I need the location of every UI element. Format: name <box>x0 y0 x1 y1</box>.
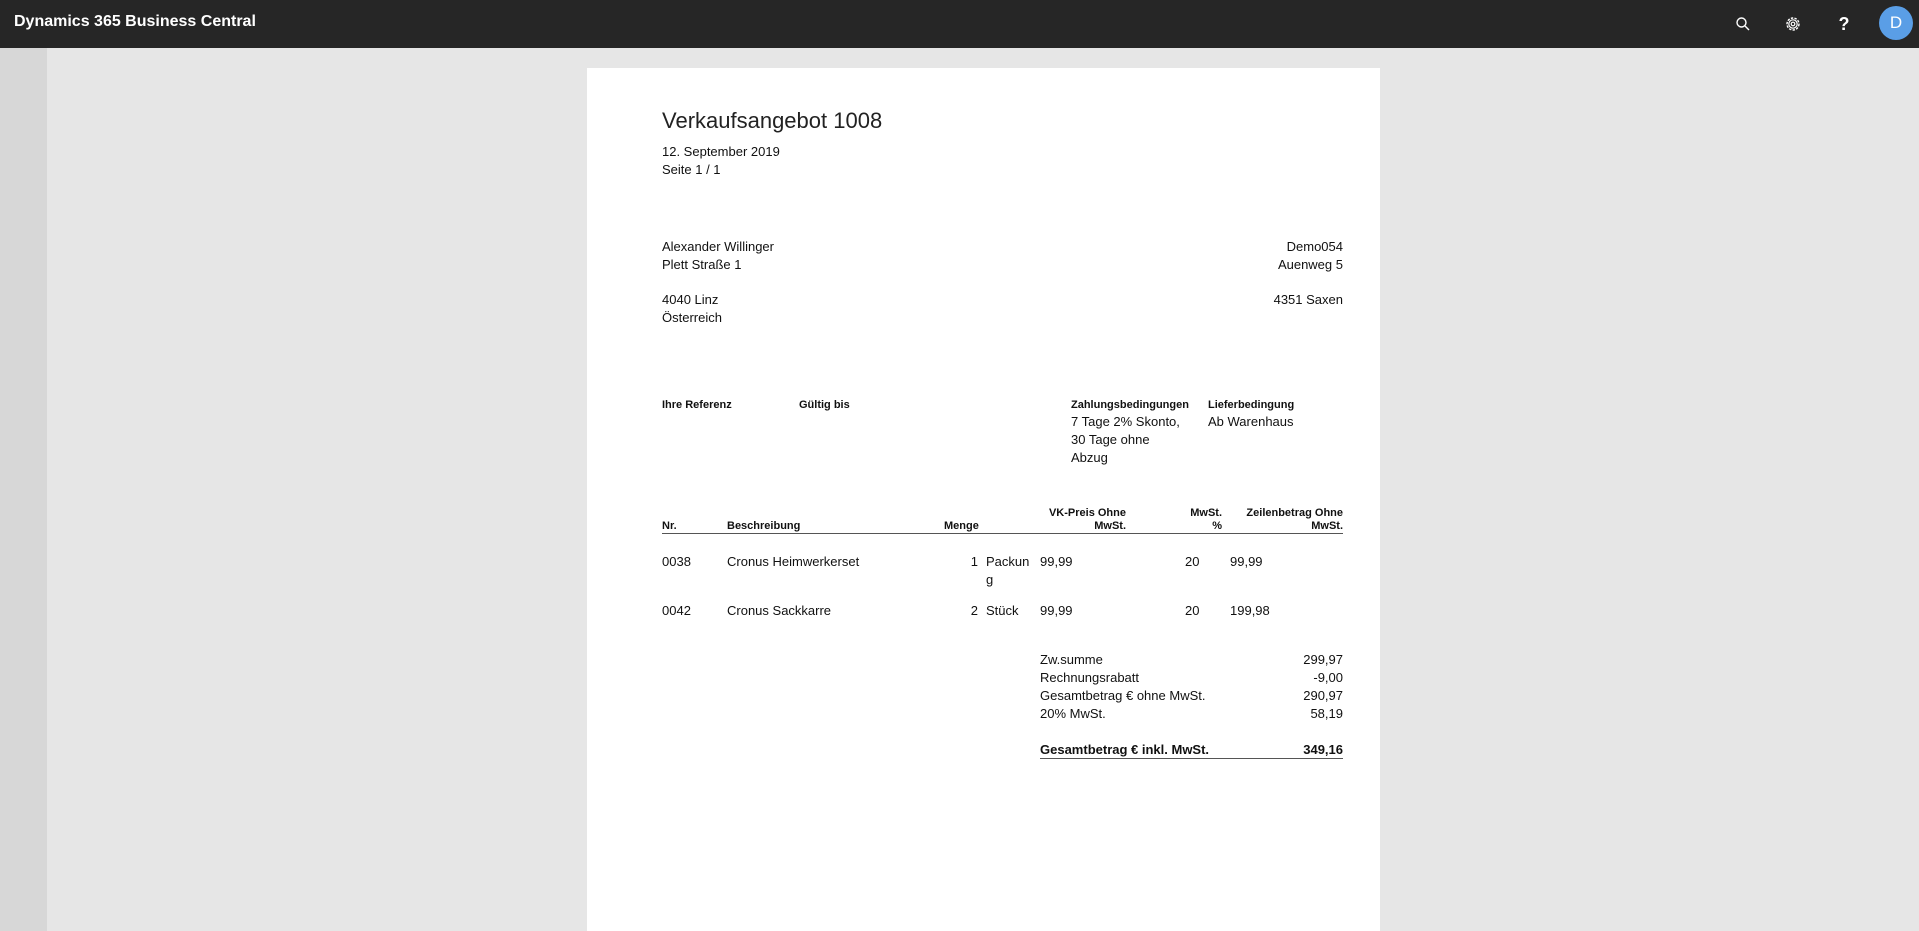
grand-total-label: Gesamtbetrag € inkl. MwSt. <box>1040 742 1210 757</box>
settings-gear-icon[interactable] <box>1777 8 1809 40</box>
col-header-line-amount: MwSt. <box>1311 520 1343 532</box>
top-bar <box>0 0 1919 48</box>
col-header-no: Nr. <box>662 520 677 532</box>
subtotal-value: 299,97 <box>1303 652 1343 667</box>
company-name: Demo054 <box>1286 239 1343 254</box>
line-item-vat: 20 <box>1185 554 1200 569</box>
line-item-vat: 20 <box>1185 603 1200 618</box>
col-header-vat: MwSt. <box>1190 507 1222 519</box>
customer-city: 4040 Linz <box>662 292 719 307</box>
line-item-quantity: 1 <box>970 554 978 569</box>
left-panel-strip <box>0 48 47 931</box>
user-avatar[interactable]: D <box>1879 6 1913 40</box>
reference-label: Ihre Referenz <box>662 399 732 411</box>
shipment-label: Lieferbedingung <box>1208 399 1295 411</box>
line-item-price: 99,99 <box>1040 554 1073 569</box>
app-title[interactable]: Dynamics 365 Business Central <box>14 13 256 30</box>
payment-terms-line: 30 Tage ohne <box>1071 432 1150 447</box>
line-item-no: 0042 <box>662 603 691 618</box>
company-city: 4351 Saxen <box>1273 292 1343 307</box>
grand-total-rule <box>1040 758 1343 759</box>
report-page <box>587 68 1380 931</box>
line-item-no: 0038 <box>662 554 691 569</box>
vat-amount-value: 58,19 <box>1310 706 1343 721</box>
document-title: Verkaufsangebot 1008 <box>662 108 883 133</box>
payment-terms-label: Zahlungsbedingungen <box>1071 399 1189 411</box>
invoice-discount-value: -9,00 <box>1313 670 1343 685</box>
col-header-unit-price: VK-Preis Ohne <box>1048 507 1126 519</box>
table-header-rule <box>662 533 1343 534</box>
line-item-unit: Stück <box>986 603 1019 618</box>
valid-until-label: Gültig bis <box>799 399 850 411</box>
col-header-vat: % <box>1212 520 1222 532</box>
line-item-quantity: 2 <box>970 603 978 618</box>
company-street: Auenweg 5 <box>1277 257 1343 272</box>
payment-terms-line: Abzug <box>1071 450 1108 465</box>
search-icon[interactable] <box>1727 8 1759 40</box>
help-icon[interactable]: ? <box>1838 13 1850 34</box>
grand-total-value: 349,16 <box>1303 742 1343 757</box>
col-header-unit-price: MwSt. <box>1094 520 1126 532</box>
line-item-unit: Packun <box>986 554 1030 569</box>
document-date: 12. September 2019 <box>662 144 780 159</box>
total-excl-vat-label: Gesamtbetrag € ohne MwSt. <box>1040 688 1206 703</box>
col-header-quantity: Menge <box>944 520 979 532</box>
col-header-line-amount: Zeilenbetrag Ohne <box>1246 507 1343 519</box>
shipment-value: Ab Warenhaus <box>1208 414 1294 429</box>
subtotal-label: Zw.summe <box>1040 652 1103 667</box>
line-item-amount: 99,99 <box>1230 554 1263 569</box>
customer-name: Alexander Willinger <box>662 239 774 254</box>
customer-street: Plett Straße 1 <box>662 257 742 272</box>
payment-terms-line: 7 Tage 2% Skonto, <box>1071 414 1180 429</box>
invoice-discount-label: Rechnungsrabatt <box>1040 670 1140 685</box>
customer-country: Österreich <box>662 310 722 325</box>
col-header-description: Beschreibung <box>727 520 801 532</box>
page-number: Seite 1 / 1 <box>662 162 721 177</box>
line-item-price: 99,99 <box>1040 603 1073 618</box>
line-item-amount: 199,98 <box>1230 603 1270 618</box>
line-item-description: Cronus Heimwerkerset <box>727 554 860 569</box>
line-item-description: Cronus Sackkarre <box>727 603 832 618</box>
line-item-unit: g <box>986 572 994 587</box>
total-excl-vat-value: 290,97 <box>1303 688 1343 703</box>
vat-amount-label: 20% MwSt. <box>1040 706 1106 721</box>
